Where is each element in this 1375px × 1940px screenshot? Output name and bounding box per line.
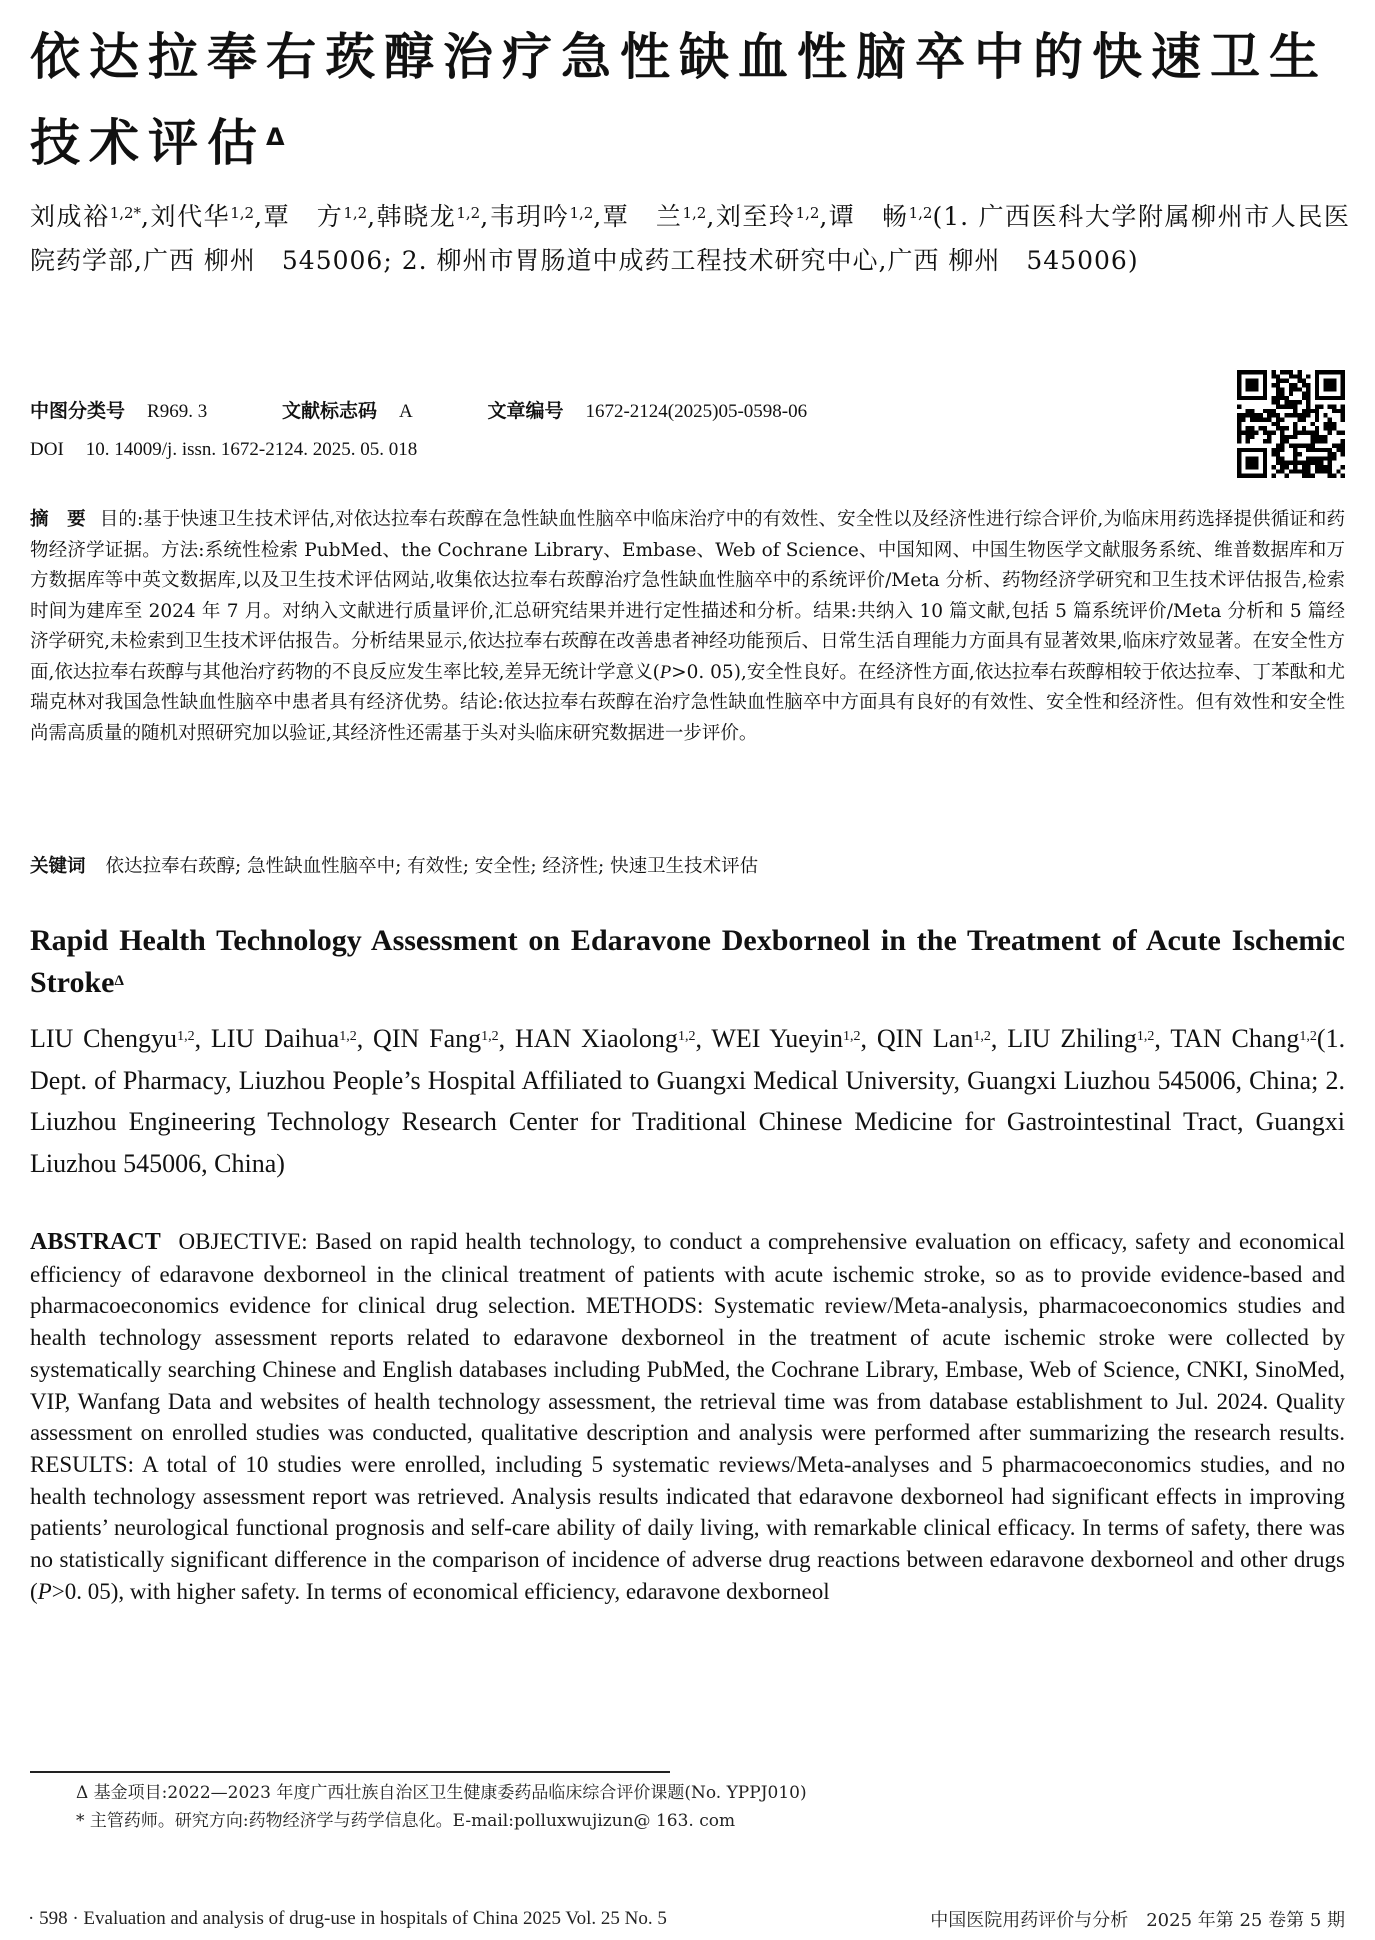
title-chinese-text: 依达拉奉右莰醇治疗急性缺血性脑卒中的快速卫生技术评估: [30, 28, 1328, 172]
abstract-chinese-label: 摘 要: [30, 509, 86, 530]
keywords-chinese-label: 关键词: [30, 856, 86, 877]
author-english: LIU Daihua$^{1,2}$,: [210, 1024, 374, 1053]
author-name: 刘成裕: [30, 202, 110, 231]
affiliation-marker: 1,2: [456, 204, 481, 222]
keywords-chinese: [30, 852, 1345, 882]
author-english: LIU Zhiling$^{1,2}$,: [1007, 1024, 1171, 1053]
affiliation-marker: 1,2: [682, 204, 707, 222]
footnote-fund: Δ 基金项目:2022—2023 年度广西壮族自治区卫生健康委药品临床综合评价课题(No. YPPJ010): [76, 1783, 807, 1803]
author-chinese: 刘代华$^{1,2}$,: [150, 202, 264, 231]
footer-journal-en: · 598 · Evaluation and analysis of drug-use in hospitals of China 2025 Vol. 25 No. 5: [28, 1908, 667, 1929]
title-chinese: [30, 14, 1360, 186]
author-list-english: [30, 1024, 1317, 1053]
author-english: QIN Lan$^{1,2}$,: [876, 1024, 1008, 1053]
affiliation-marker: 1,2: [842, 1029, 861, 1044]
author-english: [1170, 1024, 1317, 1053]
author-english: HAN Xiaolong$^{1,2}$,: [514, 1024, 712, 1053]
author-name: LIU Zhiling: [1007, 1024, 1137, 1053]
author-name: LIU Daihua: [210, 1024, 340, 1053]
affiliation-marker: 1,2: [1136, 1029, 1155, 1044]
doi-value: 10. 14009/j. issn. 1672-2124. 2025. 05. 018: [85, 439, 418, 460]
author-chinese: [828, 202, 932, 231]
author-chinese: 刘成裕$^{1,2*}$,: [30, 202, 150, 231]
affiliations-chinese: (1. 广西医科大学附属柳州市人民医院药学部,广西 柳州 545006; 2. 柳州市胃肠道中成药工程技术研究中心,广西 柳州 545006): [30, 202, 1350, 275]
qr-code-icon[interactable]: [1237, 370, 1345, 478]
footnotes: [76, 1779, 807, 1835]
doi-label: DOI: [30, 439, 64, 460]
author-name: 覃 方: [263, 202, 344, 231]
title-english: [30, 920, 1345, 1004]
author-chinese: 覃 方$^{1,2}$,: [263, 202, 377, 231]
p-symbol-en: P: [37, 1578, 52, 1604]
abstract-english-text: OBJECTIVE: Based on rapid health technology, to conduct a comprehensive evaluation on efficacy, safety and economical efficiency of edaravone dexborneol in the clinical treatment of patients with acute ischemic stroke, so as to provide evidence-based and pharmacoeconomics evidence for clinical drug selection. METHODS: Systematic review/Meta-analysis, pharmacoeconomics studies and health technology assessment reports related to edaravone dexborneol in the treatment of acute ischemic stroke were collected by systematically searching Chinese and English databases including PubMed, the Cochrane Library, Embase, Web of Science, CNKI, SinoMed, VIP, Wanfang Data and websites of health technology assessment, the retrieval time was from database establishment to Jul. 2024. Quality assessment on enrolled studies was conducted, qualitative description and analysis were performed after summarizing the research results. RESULTS: A total of 10 studies were enrolled, including 5 systematic reviews/Meta-analyses and 5 pharmacoeconomics studies, and no health technology assessment report was retrieved. Analysis results indicated that edaravone dexborneol had significant effects in improving patients’ neurological functional prognosis and self-care ability of daily living, with remarkable clinical efficacy. In terms of safety, there was no statistically significant difference in the comparison of incidence of adverse drug reactions between edaravone dexborneol and other drugs (: [30, 1229, 1345, 1604]
clc-value: R969. 3: [147, 401, 208, 422]
author-name: 韩晓龙: [376, 202, 457, 231]
affiliation-marker: 1,2*: [109, 204, 142, 222]
author-name: QIN Fang: [373, 1024, 482, 1053]
clc-label: 中图分类号: [30, 400, 126, 422]
affiliation-marker: 1,2: [973, 1029, 991, 1044]
author-name: QIN Lan: [876, 1024, 974, 1053]
article-no-value: 1672-2124(2025)05-0598-06: [585, 401, 808, 422]
article-no-label: 文章编号: [487, 400, 564, 422]
affiliation-marker: 1,2: [339, 1029, 357, 1044]
author-name: TAN Chang: [1170, 1024, 1300, 1053]
abstract-chinese-text: 目的:基于快速卫生技术评估,对依达拉奉右莰醇在急性缺血性脑卒中临床治疗中的有效性、安全性以及经济性进行综合评价,为临床用药选择提供循证和药物经济学证据。方法:系统性检索 PubMed、the Cochrane Library、Embase、Web of Science、中国知网、中国生物医学文献服务系统、维普数据库和万方数据库等中英文数据库,以及卫生技术评估网站,收集依达拉奉右莰醇治疗急性缺血性脑卒中的系统评价/Meta 分析、药物经济学研究和卫生技术评估报告,检索时间为建库至 2024 年 7 月。对纳入文献进行质量评价,汇总研究结果并进行定性描述和分析。结果:共纳入 10 篇文献,包括 5 篇系统评价/Meta 分析和 5 篇经济学研究,未检索到卫生技术评估报告。分析结果显示,依达拉奉右莰醇在改善患者神经功能预后、日常生活自理能力方面具有显著效果,临床疗效显著。在安全性方面,依达拉奉右莰醇与其他治疗药物的不良反应发生率比较,差异无统计学意义(: [30, 509, 1345, 683]
author-english: WEI Yueyin$^{1,2}$,: [711, 1024, 877, 1053]
author-name: 刘代华: [150, 202, 231, 231]
authors-chinese: [30, 195, 1350, 283]
fund-marker: Δ: [266, 123, 294, 151]
article-meta: [30, 392, 807, 469]
author-name: 韦玥吟: [489, 202, 570, 231]
footer-journal-cn: 中国医院用药评价与分析 2025 年第 25 卷第 5 期: [930, 1910, 1345, 1931]
meta-row-1: [30, 392, 807, 431]
author-chinese: 韩晓龙$^{1,2}$,: [376, 202, 490, 231]
author-name: 谭 畅: [828, 202, 909, 231]
author-name: 覃 兰: [602, 202, 683, 231]
author-chinese: 覃 兰$^{1,2}$,: [602, 202, 716, 231]
author-name: HAN Xiaolong: [514, 1024, 678, 1053]
author-chinese: 刘至玲$^{1,2}$,: [715, 202, 829, 231]
affiliation-marker: 1,2: [677, 1029, 696, 1044]
author-chinese: 韦玥吟$^{1,2}$,: [489, 202, 603, 231]
authors-english: [30, 1018, 1345, 1184]
abstract-english: [30, 1226, 1345, 1607]
affiliation-marker: 1,2: [343, 204, 368, 222]
affiliation-marker: 1,2: [795, 204, 820, 222]
footnote-author: * 主管药师。研究方向:药物经济学与药学信息化。E-mail:polluxwujizun@ 163. com: [76, 1811, 736, 1831]
affiliation-marker: 1,2: [908, 204, 933, 222]
p-symbol: P: [659, 662, 672, 683]
abstract-chinese-text-cont: >0. 05),安全性良好。在经济性方面,依达拉奉右莰醇相较于依达拉奉、丁苯酞和尤瑞克林对我国急性缺血性脑卒中患者具有经济优势。结论:依达拉奉右莰醇在治疗急性缺血性脑卒中方面具有良好的有效性、安全性和经济性。但有效性和安全性尚需高质量的随机对照研究加以验证,其经济性还需基于头对头临床研究数据进一步评价。: [30, 661, 1345, 744]
author-english: LIU Chengyu$^{1,2}$,: [30, 1024, 211, 1053]
doc-code-value: A: [398, 401, 413, 422]
doc-code-label: 文献标志码: [281, 400, 377, 422]
affiliation-marker: 1,2: [177, 1029, 195, 1044]
abstract-english-text-cont: >0. 05), with higher safety. In terms of economical efficiency, edaravone dexborneol: [51, 1578, 830, 1604]
author-english: QIN Fang$^{1,2}$,: [373, 1024, 515, 1053]
affiliations-english: (1. Dept. of Pharmacy, Liuzhou People’s Hospital Affiliated to Guangxi Medical University, Guangxi Liuzhou 545006, China; 2. Liuzhou Engineering Technology Research Center for Traditional Chinese Medicine for Gastrointestinal Tract, Guangxi Liuzhou 545006, China): [30, 1024, 1346, 1178]
keywords-chinese-text: 依达拉奉右莰醇; 急性缺血性脑卒中; 有效性; 安全性; 经济性; 快速卫生技术评估: [105, 856, 759, 877]
abstract-english-label: ABSTRACT: [30, 1229, 161, 1255]
affiliation-marker: 1,2: [481, 1029, 499, 1044]
affiliation-marker: 1,2: [569, 204, 594, 222]
title-english-text: Rapid Health Technology Assessment on Edaravone Dexborneol in the Treatment of Acute Ischemic Stroke: [30, 924, 1345, 999]
meta-row-2: [30, 431, 807, 469]
author-name: LIU Chengyu: [30, 1024, 178, 1053]
abstract-chinese: [30, 505, 1345, 749]
author-name: WEI Yueyin: [711, 1024, 843, 1053]
affiliation-marker: 1,2: [230, 204, 255, 222]
author-list-chinese: [30, 202, 932, 231]
affiliation-marker: 1,2: [1299, 1029, 1317, 1044]
author-name: 刘至玲: [715, 202, 796, 231]
footnote-divider: [30, 1771, 670, 1773]
fund-marker-en: Δ: [114, 973, 124, 989]
